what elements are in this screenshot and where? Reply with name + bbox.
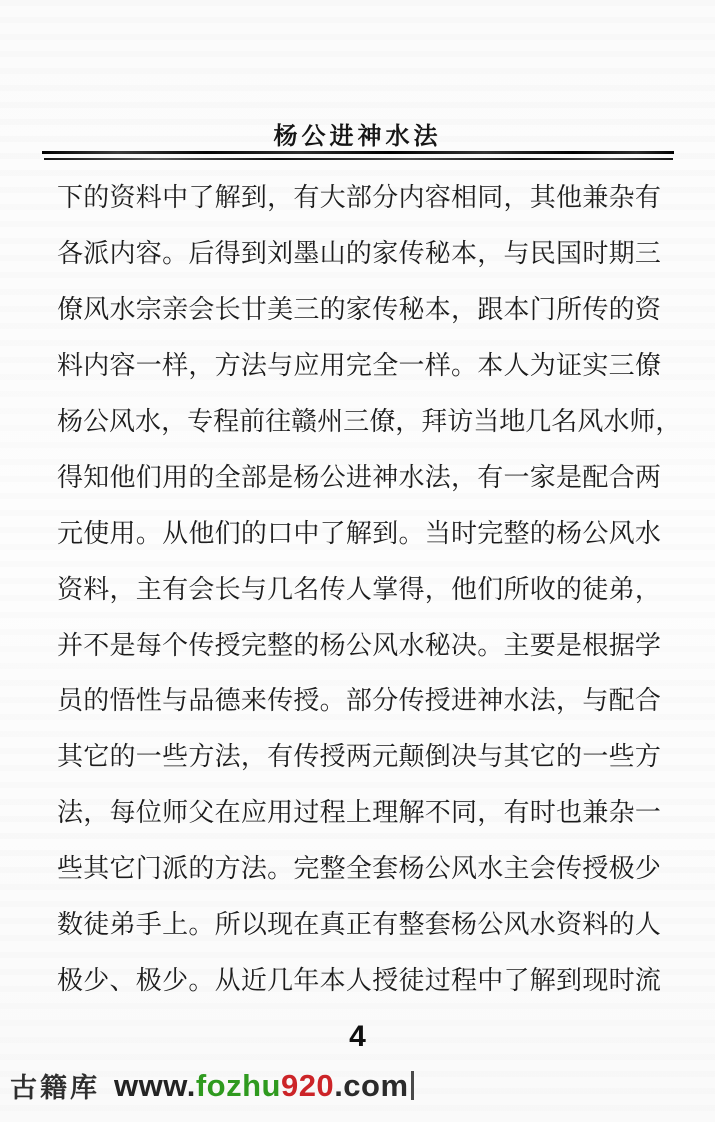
scan-cursor-artifact (411, 1071, 414, 1100)
watermark-url-green: fozhu (195, 1067, 281, 1103)
header-rule-thin (44, 158, 673, 160)
body-line: 极 少 、 极 少 。 从 近 几 年 本 人 授 徒 过 程 中 了 解 到 现 时 流 (57, 965, 661, 996)
body-line: 员 的 悟 性 与 品 德 来 传 授 。 部 分 传 授 进 神 水 法 ， 与 配 合 (57, 686, 661, 717)
watermark-url-red: 920 (280, 1067, 335, 1103)
body-line: 资 料 ， 主 有 会 长 与 几 名 传 人 掌 得 ， 他 们 所 收 的 徒 弟 ， (57, 574, 661, 605)
body-line: 法 ， 每 位 师 父 在 应 用 过 程 上 理 解 不 同 ， 有 时 也 兼 杂 一 (57, 798, 661, 829)
watermark-library-label: 古籍库 (10, 1073, 100, 1104)
body-line: 其 它 的 一 些 方 法 ， 有 传 授 两 元 颠 倒 决 与 其 它 的 一 些 方 (57, 742, 661, 773)
header-rule-thick (42, 151, 674, 154)
watermark-url-suffix: .com (334, 1067, 409, 1103)
body-text (57, 168, 682, 1006)
body-line: 些 其 它 门 派 的 方 法 。 完 整 全 套 杨 公 风 水 主 会 传 授 极 少 (57, 854, 661, 885)
page-title: 杨公进神水法 (273, 121, 442, 150)
watermark (10, 1066, 414, 1105)
body-line: 杨 公 风 水 ， 专 程 前 往 赣 州 三 僚 ， 拜 访 当 地 几 名 风 水 师 ， (57, 407, 682, 437)
watermark-url-prefix: www. (114, 1067, 196, 1103)
body-line: 数 徒 弟 手 上 。 所 以 现 在 真 正 有 整 套 杨 公 风 水 资 料 的 人 (57, 910, 661, 941)
watermark-url (114, 1068, 409, 1104)
body-line: 下 的 资 料 中 了 解 到 ， 有 大 部 分 内 容 相 同 ， 其 他 兼 杂 有 (57, 183, 661, 214)
body-line: 得 知 他 们 用 的 全 部 是 杨 公 进 神 水 法 ， 有 一 家 是 配 合 两 (57, 462, 661, 493)
page-number: 4 (349, 1020, 366, 1053)
body-line: 元 使 用 。 从 他 们 的 口 中 了 解 到 。 当 时 完 整 的 杨 公 风 水 (57, 518, 661, 549)
body-line: 料 内 容 一 样 ， 方 法 与 应 用 完 全 一 样 。 本 人 为 证 实 三 僚 (57, 351, 661, 382)
body-line: 僚 风 水 宗 亲 会 长 廿 美 三 的 家 传 秘 本 ， 跟 本 门 所 传 的 资 (57, 295, 661, 326)
body-line: 各 派 内 容 。 后 得 到 刘 墨 山 的 家 传 秘 本 ， 与 民 国 时 期 三 (57, 239, 661, 270)
body-line: 并 不 是 每 个 传 授 完 整 的 杨 公 风 水 秘 决 。 主 要 是 根 据 学 (57, 630, 661, 661)
